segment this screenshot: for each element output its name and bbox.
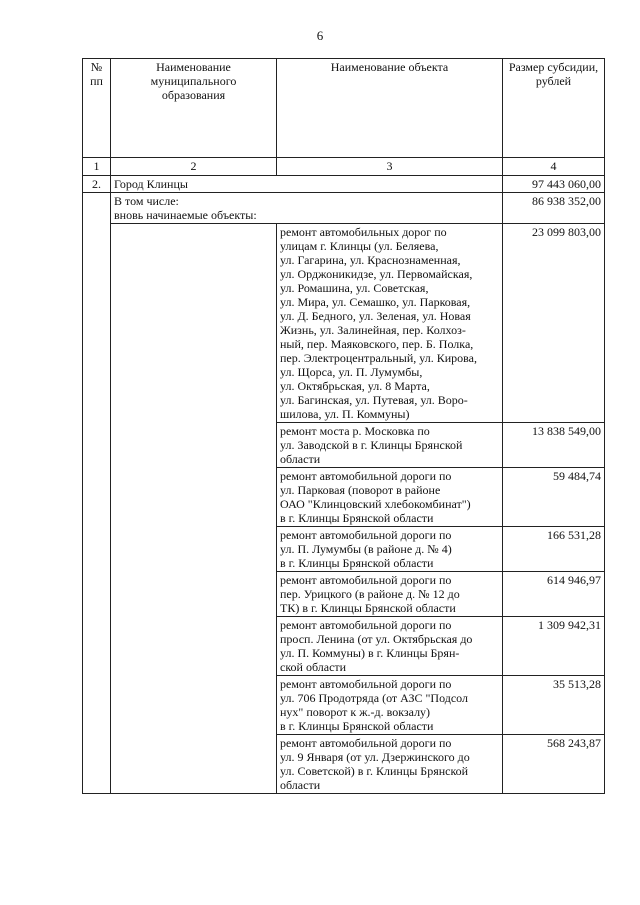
- colnum-4: 4: [503, 158, 605, 176]
- city-name: Город Клинцы: [111, 176, 503, 193]
- object-amount: 13 838 549,00: [503, 423, 605, 468]
- table-row: [83, 224, 605, 423]
- object-description: ремонт автомобильных дорог по улицам г. Клинцы (ул. Беляева, ул. Гагарина, ул. Краснознаменная, ул. Орджоникидзе, ул. Первомайская, ул. Ромашина, ул. Советская, ул. Мира, ул. Семашко, ул. Парковая, ул. Д. Бедного, ул. Зеленая, ул. Новая Жизнь, ул. Залинейная, пер. Колхоз- ный, пер. Маяковского, пер. Б. Полка, пер. Электроцентральный, ул. Кирова, ул. Щорса, ул. П. Лумумбы, ул. Октябрьская, ул. 8 Марта, ул. Багинская, ул. Путевая, ул. Воро- шилова, ул. П. Коммуны): [277, 224, 503, 423]
- object-description: ремонт моста р. Московка по ул. Заводской в г. Клинцы Брянской области: [277, 423, 503, 468]
- city-row: [83, 176, 605, 193]
- table-header-row: [83, 59, 605, 158]
- subtotal-amount: 86 938 352,00: [503, 193, 605, 224]
- colnum-3: 3: [277, 158, 503, 176]
- object-amount: 59 484,74: [503, 468, 605, 527]
- object-amount: 568 243,87: [503, 735, 605, 794]
- object-amount: 166 531,28: [503, 527, 605, 572]
- object-description: ремонт автомобильной дороги по просп. Ленина (от ул. Октябрьская до ул. П. Коммуны) в г. Клинцы Брян- ской области: [277, 617, 503, 676]
- header-municipality: Наименование муниципального образования: [111, 59, 277, 158]
- subtotal-label: В том числе: вновь начинаемые объекты:: [111, 193, 503, 224]
- object-amount: 1 309 942,31: [503, 617, 605, 676]
- city-amount: 97 443 060,00: [503, 176, 605, 193]
- object-amount: 23 099 803,00: [503, 224, 605, 423]
- num-cell-empty: [83, 193, 111, 224]
- header-object: Наименование объекта: [277, 59, 503, 158]
- subsidy-table: [82, 58, 605, 794]
- colnum-1: 1: [83, 158, 111, 176]
- object-description: ремонт автомобильной дороги по ул. 9 Января (от ул. Дзержинского до ул. Советской) в г. Клинцы Брянской области: [277, 735, 503, 794]
- colnum-2: 2: [111, 158, 277, 176]
- num-cell-empty: [83, 224, 111, 794]
- object-description: ремонт автомобильной дороги по пер. Урицкого (в районе д. № 12 до ТК) в г. Клинцы Брянской области: [277, 572, 503, 617]
- object-description: ремонт автомобильной дороги по ул. Парковая (поворот в районе ОАО "Клинцовский хлебокомбинат") в г. Клинцы Брянской области: [277, 468, 503, 527]
- column-number-row: [83, 158, 605, 176]
- object-amount: 35 513,28: [503, 676, 605, 735]
- object-description: ремонт автомобильной дороги по ул. П. Лумумбы (в районе д. № 4) в г. Клинцы Брянской области: [277, 527, 503, 572]
- header-amount: Размер субсидии, рублей: [503, 59, 605, 158]
- object-description: ремонт автомобильной дороги по ул. 706 Продотряда (от АЗС "Подсол нух" поворот к ж.-д. вокзалу) в г. Клинцы Брянской области: [277, 676, 503, 735]
- page-number: 6: [316, 28, 324, 43]
- subtotal-row: [83, 193, 605, 224]
- city-num: 2.: [83, 176, 111, 193]
- municipality-cell-empty: [111, 224, 277, 794]
- object-amount: 614 946,97: [503, 572, 605, 617]
- header-num: № пп: [83, 59, 111, 158]
